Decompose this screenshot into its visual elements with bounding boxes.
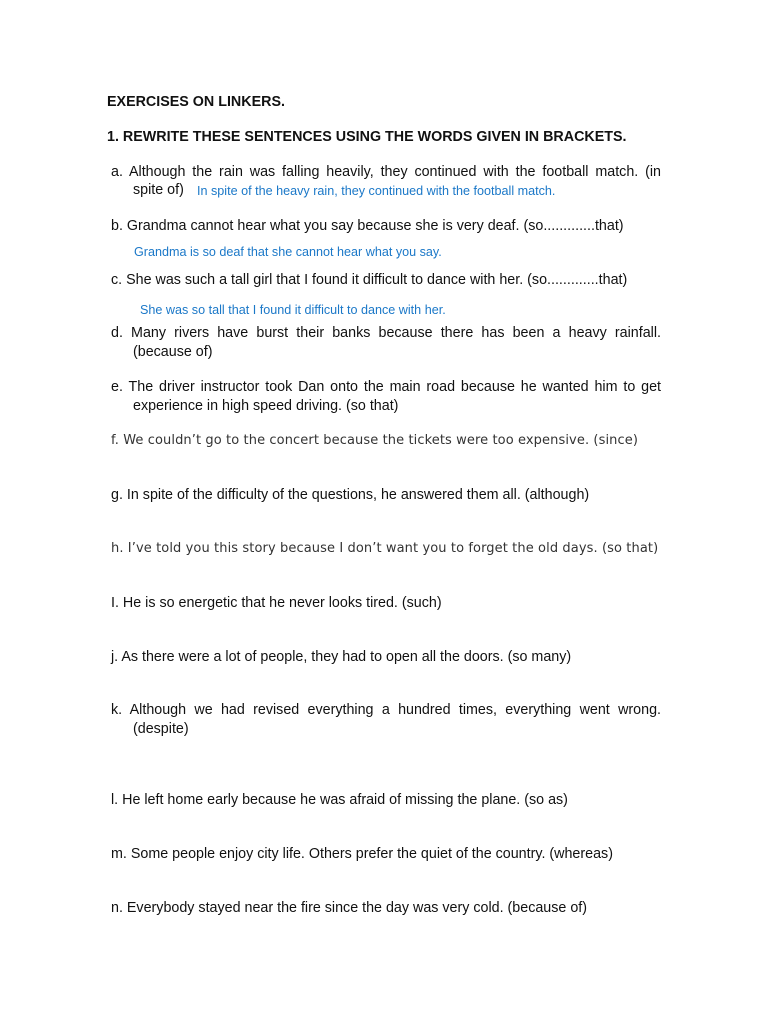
item-e-text: e. The driver instructor took Dan onto the main road because he wanted him to get [111, 379, 661, 395]
item-l-text: l. He left home early because he was afraid of missing the plane. (so as) [111, 792, 568, 808]
item-k-text: k. Although we had revised everything a hundred times, everything went wrong. [111, 702, 661, 718]
item-h-text: h. I’ve told you this story because I don’t want you to forget the old days. (so that) [111, 541, 659, 556]
item-k-text-cont: (despite) [133, 721, 189, 737]
item-m-text: m. Some people enjoy city life. Others prefer the quiet of the country. (whereas) [111, 846, 613, 862]
page-title: EXERCISES ON LINKERS. [107, 94, 285, 110]
section-heading: 1. REWRITE THESE SENTENCES USING THE WORDS GIVEN IN BRACKETS. [107, 129, 627, 145]
item-n-text: n. Everybody stayed near the fire since the day was very cold. (because of) [111, 900, 588, 916]
item-a-text-cont: spite of) [133, 182, 184, 198]
item-d-text-cont: (because of) [133, 344, 213, 360]
item-d-text: d. Many rivers have burst their banks because there has been a heavy rainfall. [111, 325, 661, 341]
item-g-text: g. In spite of the difficulty of the questions, he answered them all. (although) [111, 487, 590, 503]
item-f-text: f. We couldn’t go to the concert because the tickets were too expensive. (since) [111, 433, 639, 448]
item-b-answer: Grandma is so deaf that she cannot hear what you say. [134, 245, 442, 259]
item-j-text: j. As there were a lot of people, they had to open all the doors. (so many) [111, 649, 572, 665]
item-e-text-cont: experience in high speed driving. (so that) [133, 398, 399, 414]
item-c-answer: She was so tall that I found it difficult to dance with her. [140, 303, 446, 317]
item-i-text: I. He is so energetic that he never looks tired. (such) [111, 595, 442, 611]
item-a-answer: In spite of the heavy rain, they continued with the football match. [197, 184, 556, 198]
item-a-text: a. Although the rain was falling heavily, they continued with the football match. (in [111, 164, 661, 180]
item-c-text: c. She was such a tall girl that I found it difficult to dance with her. (so.............that) [111, 272, 628, 288]
item-b-text: b. Grandma cannot hear what you say because she is very deaf. (so.............that) [111, 218, 624, 234]
